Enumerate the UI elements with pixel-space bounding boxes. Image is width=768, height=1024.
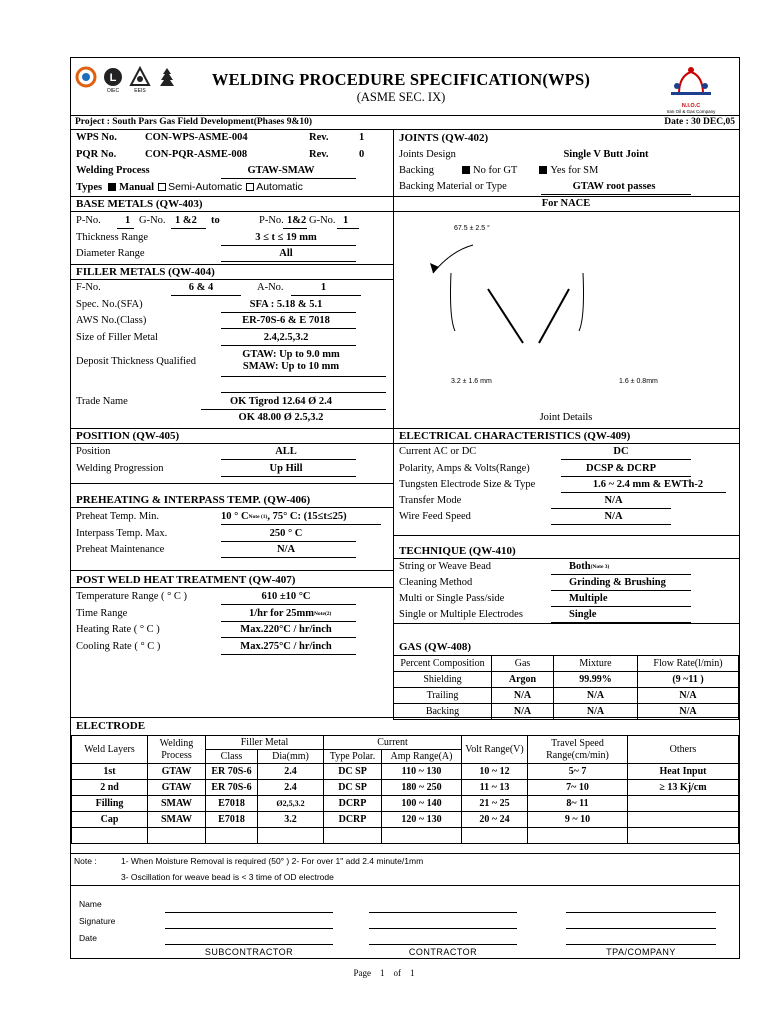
contractor-label: CONTRACTOR <box>408 947 478 957</box>
cell-volt: 11 ~ 13 <box>462 780 528 796</box>
heating-rate-value: Max.220°C / hr/inch <box>240 624 332 635</box>
transfer-mode-label: Transfer Mode <box>399 495 462 506</box>
semi-auto-checkbox-icon <box>158 183 166 191</box>
table-row <box>72 828 739 844</box>
cell-others <box>628 796 739 812</box>
backing-material-value: GTAW root passes <box>572 181 656 192</box>
cell-type: DC SP <box>324 780 382 796</box>
gno-value: 1 &2 <box>175 215 197 226</box>
progression-label: Welding Progression <box>76 463 164 474</box>
col-filler-metal: Filler Metal <box>206 736 324 750</box>
gas-row-name: Shielding <box>394 672 492 688</box>
company-logo-4 <box>156 66 178 94</box>
joint-details-diagram <box>393 213 739 413</box>
sign-date-label: Date <box>79 933 97 943</box>
col-dia: Dia(mm) <box>258 750 324 764</box>
nioc-logo: N.I.O.C Iran Oil & Gas Company <box>651 64 731 114</box>
cell-class: E7018 <box>206 812 258 828</box>
gas-row-name: Backing <box>394 704 492 720</box>
base-metals-heading: BASE METALS (QW-403) <box>76 198 203 210</box>
page-footer: Page 1 of 1 <box>353 968 415 978</box>
col-type-polar: Type Polar. <box>324 750 382 764</box>
backing-sm-checkbox-icon <box>539 166 547 174</box>
pwht-temp-value: 610 ±10 °C <box>261 591 311 602</box>
aws-value: ER-70S-6 & E 7018 <box>242 315 330 326</box>
project-row <box>71 116 739 130</box>
root-land-label: 1.6 ± 0.8mm <box>619 378 658 385</box>
pwht-heading: POST WELD HEAT TREATMENT (QW-407) <box>76 574 296 586</box>
filler-metals-heading: FILLER METALS (QW-404) <box>76 266 215 278</box>
gas-col-composition: Percent Composition <box>394 656 492 672</box>
trade-name-value-1: OK Tigrod 12.64 Ø 2.4 <box>229 396 333 407</box>
cell-volt: 10 ~ 12 <box>462 764 528 780</box>
rev-label: Rev. <box>309 132 329 143</box>
cooling-rate-label: Cooling Rate ( ° C ) <box>76 641 161 652</box>
multi-pass-label: Multi or Single Pass/side <box>399 593 505 604</box>
cell-layer: Filling <box>72 796 148 812</box>
cell-speed: 8~ 11 <box>528 796 628 812</box>
pno-value: 1 <box>125 215 131 226</box>
gas-row-name: Trailing <box>394 688 492 704</box>
pwht-time-label: Time Range <box>76 608 128 619</box>
string-weave-label: String or Weave Bead <box>399 561 491 572</box>
diameter-label: Diameter Range <box>76 248 145 259</box>
col-travel-speed: Travel Speed Range(cm/min) <box>528 736 628 764</box>
backing-values: No for GT Yes for SM <box>456 165 598 177</box>
cell-others <box>628 812 739 828</box>
gas-row-mix: N/A <box>554 704 638 720</box>
svg-text:L: L <box>109 72 117 84</box>
progression-value: Up Hill <box>269 463 303 474</box>
joints-design-label: Joints Design <box>399 149 456 160</box>
electrical-heading: ELECTRICAL CHARACTERISTICS (QW-409) <box>399 430 631 442</box>
cell-dia: Ø2,5,3.2 <box>258 796 324 812</box>
cell-speed: 7~ 10 <box>528 780 628 796</box>
cell-amp: 110 ~ 130 <box>382 764 462 780</box>
gas-row-flow: N/A <box>638 688 739 704</box>
fno-label: F-No. <box>76 282 101 293</box>
subcontractor-label: SUBCONTRACTOR <box>204 947 294 957</box>
cell-others: ≥ 13 Kj/cm <box>628 780 739 796</box>
logo-strip <box>75 66 178 94</box>
gas-col-mixture: Mixture <box>554 656 638 672</box>
position-label: Position <box>76 446 111 457</box>
backing-gt-checkbox-icon <box>462 166 470 174</box>
gas-col-gas: Gas <box>492 656 554 672</box>
note-3: 3- Oscillation for weave bead is < 3 time of OD electrode <box>121 872 334 882</box>
technique-heading: TECHNIQUE (QW-410) <box>399 545 516 557</box>
electrodes-count-label: Single or Multiple Electrodes <box>399 609 523 620</box>
thickness-value: 3 ≤ t ≤ 19 mm <box>255 232 317 243</box>
process-value: GTAW-SMAW <box>247 165 315 176</box>
cell-process: SMAW <box>148 812 206 828</box>
wps-form <box>70 57 740 959</box>
cleaning-value: Grinding & Brushing <box>569 577 666 588</box>
table-row <box>394 704 739 720</box>
company-logo-oiec: L OIEC <box>102 66 124 94</box>
gno2-value: 1 <box>343 215 349 226</box>
project-name: Project : South Pars Gas Field Development(Phases 9&10) <box>75 117 313 127</box>
cell-class: ER 70S-6 <box>206 780 258 796</box>
pno2-label: P-No. <box>259 215 284 226</box>
root-gap-label: 3.2 ± 1.6 mm <box>451 378 492 385</box>
tpa-company-label: TPA/COMPANY <box>606 947 676 957</box>
pqr-label: PQR No. <box>76 149 117 160</box>
gas-row-flow: N/A <box>638 704 739 720</box>
col-current: Current <box>324 736 462 750</box>
polarity-label: Polarity, Amps & Volts(Range) <box>399 463 530 474</box>
trade-name-label: Trade Name <box>76 396 128 407</box>
types-row: Types Manual Semi-Automatic Automatic <box>76 181 303 193</box>
cell-layer: 2 nd <box>72 780 148 796</box>
electrodes-count-value: Single <box>569 609 597 620</box>
gas-col-flow: Flow Rate(l/min) <box>638 656 739 672</box>
position-value: ALL <box>275 446 297 457</box>
form-date: Date : 30 DEC,05 <box>664 117 735 127</box>
diameter-value: All <box>279 248 293 259</box>
string-weave-value: Both$^{(Note 3)}$ <box>569 561 610 572</box>
cell-type: DC SP <box>324 764 382 780</box>
company-logo-eeis: EEIS <box>129 66 151 94</box>
rev-value: 1 <box>359 132 365 143</box>
cell-amp: 120 ~ 130 <box>382 812 462 828</box>
manual-checkbox-checked-icon <box>108 183 116 191</box>
gas-row-mix: 99.99% <box>554 672 638 688</box>
cell-volt: 20 ~ 24 <box>462 812 528 828</box>
electrode-table <box>71 735 739 844</box>
joint-details-caption: Joint Details <box>539 412 593 423</box>
cooling-rate-value: Max.275°C / hr/inch <box>240 641 332 652</box>
sign-name-label: Name <box>79 899 102 909</box>
sfa-label: Spec. No.(SFA) <box>76 299 143 310</box>
cell-dia: 3.2 <box>258 812 324 828</box>
groove-angle-label: 67.5 ± 2.5 ° <box>454 225 490 232</box>
table-row <box>72 796 739 812</box>
pwht-temp-label: Temperature Range ( ° C ) <box>76 591 188 602</box>
wire-feed-label: Wire Feed Speed <box>399 511 471 522</box>
table-row <box>72 780 739 796</box>
gas-row-gas: N/A <box>492 704 554 720</box>
col-volt-range: Volt Range(V) <box>462 736 528 764</box>
table-row <box>72 812 739 828</box>
gas-row-gas: Argon <box>492 672 554 688</box>
cell-speed: 5~ 7 <box>528 764 628 780</box>
cell-process: GTAW <box>148 780 206 796</box>
pno2-value: 1&2 <box>287 215 307 226</box>
table-row <box>394 688 739 704</box>
cell-class: ER 70S-6 <box>206 764 258 780</box>
preheat-maint-label: Preheat Maintenance <box>76 544 165 555</box>
cell-amp: 180 ~ 250 <box>382 780 462 796</box>
cell-dia: 2.4 <box>258 780 324 796</box>
interpass-label: Interpass Temp. Max. <box>76 528 168 539</box>
transfer-mode-value: N/A <box>604 495 623 506</box>
fno-value: 6 & 4 <box>188 282 214 293</box>
polarity-value: DCSP & DCRP <box>586 463 656 474</box>
filler-size-label: Size of Filler Metal <box>76 332 158 343</box>
filler-size-value: 2.4,2.5,3.2 <box>263 332 309 343</box>
joints-heading: JOINTS (QW-402) <box>399 132 489 144</box>
gas-table <box>393 655 739 720</box>
col-others: Others <box>628 736 739 764</box>
table-row <box>72 764 739 780</box>
gas-row-flow: (9 ~11 ) <box>638 672 739 688</box>
preheat-min-label: Preheat Temp. Min. <box>76 511 160 522</box>
tungsten-label: Tungsten Electrode Size & Type <box>399 479 536 490</box>
nace-note: For NACE <box>541 198 591 209</box>
form-header <box>71 58 739 116</box>
trade-name-value-2: OK 48.00 Ø 2.5,3.2 <box>238 412 324 423</box>
pno-label: P-No. <box>76 215 101 226</box>
gno2-label: G-No. <box>309 215 336 226</box>
electrode-heading: ELECTRODE <box>76 720 146 732</box>
deposit-label: Deposit Thickness Qualified <box>76 356 196 367</box>
gas-heading: GAS (QW-408) <box>399 641 472 653</box>
cell-dia: 2.4 <box>258 764 324 780</box>
pqr-value: CON-PQR-ASME-008 <box>145 149 248 160</box>
deposit-gtaw: GTAW: Up to 9.0 mm <box>242 349 340 360</box>
cleaning-label: Cleaning Method <box>399 577 473 588</box>
backing-label: Backing <box>399 165 434 176</box>
wps-label: WPS No. <box>76 132 117 143</box>
table-row <box>72 736 739 750</box>
cell-process: SMAW <box>148 796 206 812</box>
to-label: to <box>211 215 220 226</box>
notes-label: Note : <box>74 856 97 866</box>
cell-layer: Cap <box>72 812 148 828</box>
col-amp-range: Amp Range(A) <box>382 750 462 764</box>
cell-speed: 9 ~ 10 <box>528 812 628 828</box>
current-label: Current AC or DC <box>399 446 477 457</box>
ano-value: 1 <box>320 282 327 293</box>
current-value: DC <box>613 446 629 457</box>
multi-pass-value: Multiple <box>569 593 608 604</box>
preheat-heading: PREHEATING & INTERPASS TEMP. (QW-406) <box>76 494 311 506</box>
gas-row-mix: N/A <box>554 688 638 704</box>
wps-value: CON-WPS-ASME-004 <box>145 132 248 143</box>
automatic-checkbox-icon <box>246 183 254 191</box>
sign-signature-label: Signature <box>79 916 116 926</box>
tungsten-value: 1.6 ~ 2.4 mm & EWTh-2 <box>592 479 704 490</box>
rev-label: Rev. <box>309 149 329 160</box>
rev-value: 0 <box>359 149 365 160</box>
col-class: Class <box>206 750 258 764</box>
ano-label: A-No. <box>257 282 284 293</box>
gas-row-gas: N/A <box>492 688 554 704</box>
sfa-value: SFA : 5.18 & 5.1 <box>249 299 323 310</box>
wire-feed-value: N/A <box>604 511 623 522</box>
note-1-2: 1- When Moisture Removal is required (50° ) 2- For over 1" add 2.4 minute/1mm <box>121 856 424 866</box>
thickness-label: Thickness Range <box>76 232 149 243</box>
cell-others: Heat Input <box>628 764 739 780</box>
cell-process: GTAW <box>148 764 206 780</box>
backing-material-label: Backing Material or Type <box>399 181 507 192</box>
preheat-maint-value: N/A <box>276 544 296 555</box>
cell-class: E7018 <box>206 796 258 812</box>
table-row <box>394 656 739 672</box>
cell-volt: 21 ~ 25 <box>462 796 528 812</box>
position-heading: POSITION (QW-405) <box>76 430 180 442</box>
page-title: WELDING PROCEDURE SPECIFICATION(WPS) <box>211 70 591 89</box>
process-label: Welding Process <box>76 165 150 176</box>
deposit-smaw: SMAW: Up to 10 mm <box>242 361 340 372</box>
cell-amp: 100 ~ 140 <box>382 796 462 812</box>
company-logo-1 <box>75 66 97 94</box>
joints-design-value: Single V Butt Joint <box>563 149 649 160</box>
cell-layer: 1st <box>72 764 148 780</box>
col-welding-process: Welding Process <box>148 736 206 764</box>
col-weld-layers: Weld Layers <box>72 736 148 764</box>
cell-type: DCRP <box>324 812 382 828</box>
table-row <box>394 672 739 688</box>
gno-label: G-No. <box>139 215 166 226</box>
page-subtitle: (ASME SEC. IX) <box>356 90 446 104</box>
cell-type: DCRP <box>324 796 382 812</box>
interpass-value: 250 ° C <box>269 528 303 539</box>
heating-rate-label: Heating Rate ( ° C ) <box>76 624 160 635</box>
aws-label: AWS No.(Class) <box>76 315 147 326</box>
preheat-min-value: 10 ° $C^{Note (1)}$, 75° C: (15≤t≤25) <box>221 511 347 522</box>
pwht-time-value: 1/hr for $25mm^{Note(2)}$ <box>249 608 332 619</box>
